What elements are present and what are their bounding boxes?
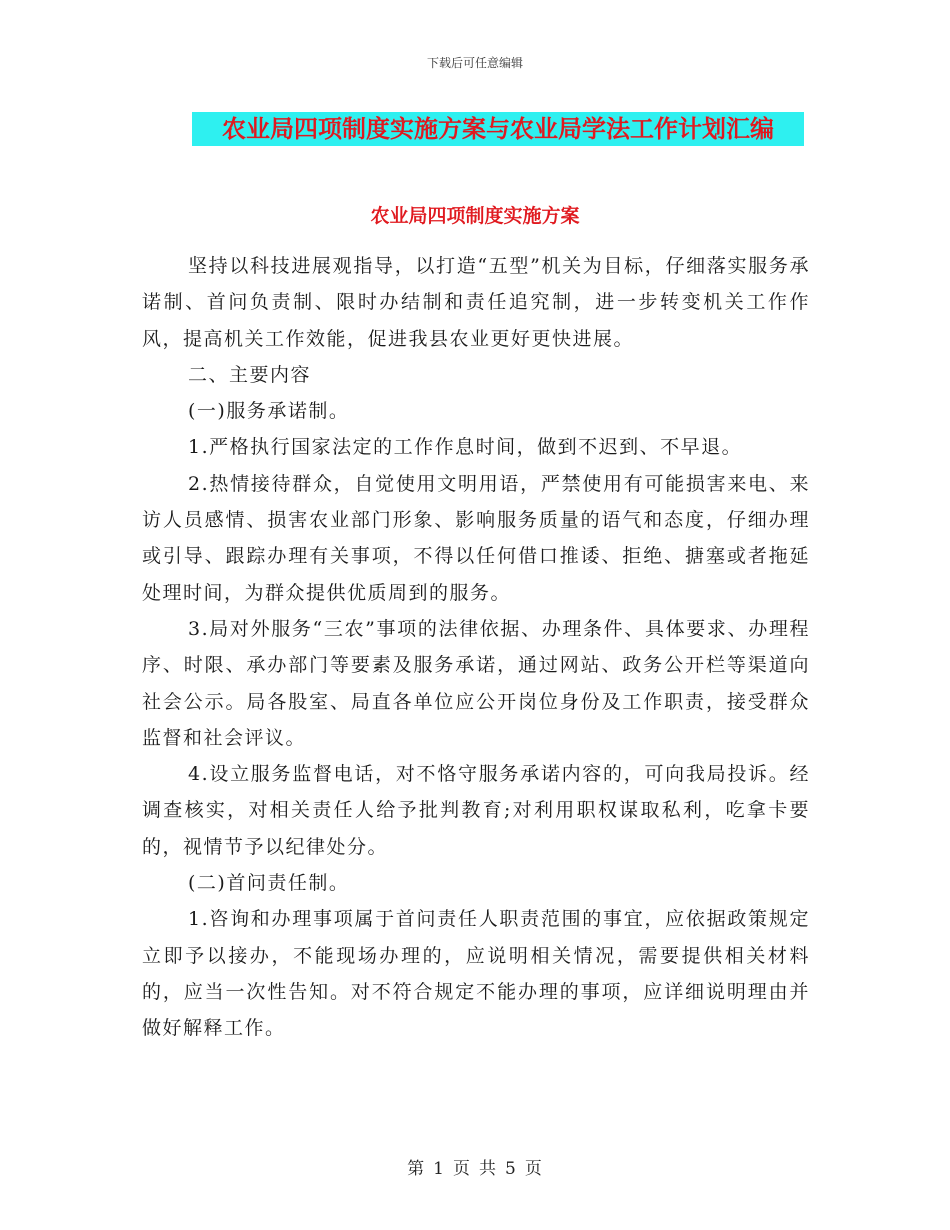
paragraph-intro: 坚持以科技进展观指导，以打造“五型”机关为目标，仔细落实服务承诺制、首问负责制、限时办结制和责任追究制，进一步转变机关工作作风，提高机关工作效能，促进我县农业更好更快进展。	[142, 255, 810, 350]
paragraph-inquiry-item-1: 1.咨询和办理事项属于首问责任人职责范围的事宜，应依据政策规定立即予以接办，不能现场办理的，应说明相关情况，需要提供相关材料的，应当一次性告知。对不符合规定不能办理的事项，应详细说明理由并做好解释工作。	[142, 908, 810, 1040]
paragraph-item-1: 1.严格执行国家法定的工作作息时间，做到不迟到、不早退。	[188, 436, 743, 459]
paragraph-item-4: 4.设立服务监督电话，对不恪守服务承诺内容的，可向我局投诉。经调查核实，对相关责任人给予批判教育;对利用职权谋取私利，吃拿卡要的，视情节予以纪律处分。	[142, 763, 810, 858]
heading-first-inquiry: (二)首问责任制。	[188, 872, 350, 895]
document-body	[142, 248, 810, 1047]
footer-page-label: 第	[407, 1159, 426, 1179]
footer-page-unit: 页	[453, 1159, 471, 1179]
heading-main-content: 二、主要内容	[188, 363, 312, 386]
paragraph-item-3: 3.局对外服务“三农”事项的法律依据、办理条件、具体要求、办理程序、时限、承办部门等要素及服务承诺，通过网站、政务公开栏等渠道向社会公示。局各股室、局直各单位应公开岗位身份及工作职责，接受群众监督和社会评议。	[142, 617, 810, 749]
footer-page-total: 5	[505, 1159, 517, 1179]
paragraph-item-2: 2.热情接待群众，自觉使用文明用语，严禁使用有可能损害来电、来访人员感情、损害农业部门形象、影响服务质量的语气和态度，仔细办理或引导、跟踪办理有关事项，不得以任何借口推诿、拒绝、搪塞或者拖延处理时间，为群众提供优质周到的服务。	[142, 472, 810, 604]
footer-page-current: 1	[433, 1159, 445, 1179]
header-note: 下载后可任意编辑	[426, 56, 523, 70]
footer-total-unit: 页	[524, 1159, 543, 1179]
heading-service-commitment: (一)服务承诺制。	[188, 400, 350, 423]
document-main-title: 农业局四项制度实施方案与农业局学法工作计划汇编	[192, 112, 804, 146]
section-title: 农业局四项制度实施方案	[370, 205, 580, 227]
page-footer	[0, 1154, 950, 1179]
footer-total-label: 共	[479, 1159, 497, 1179]
